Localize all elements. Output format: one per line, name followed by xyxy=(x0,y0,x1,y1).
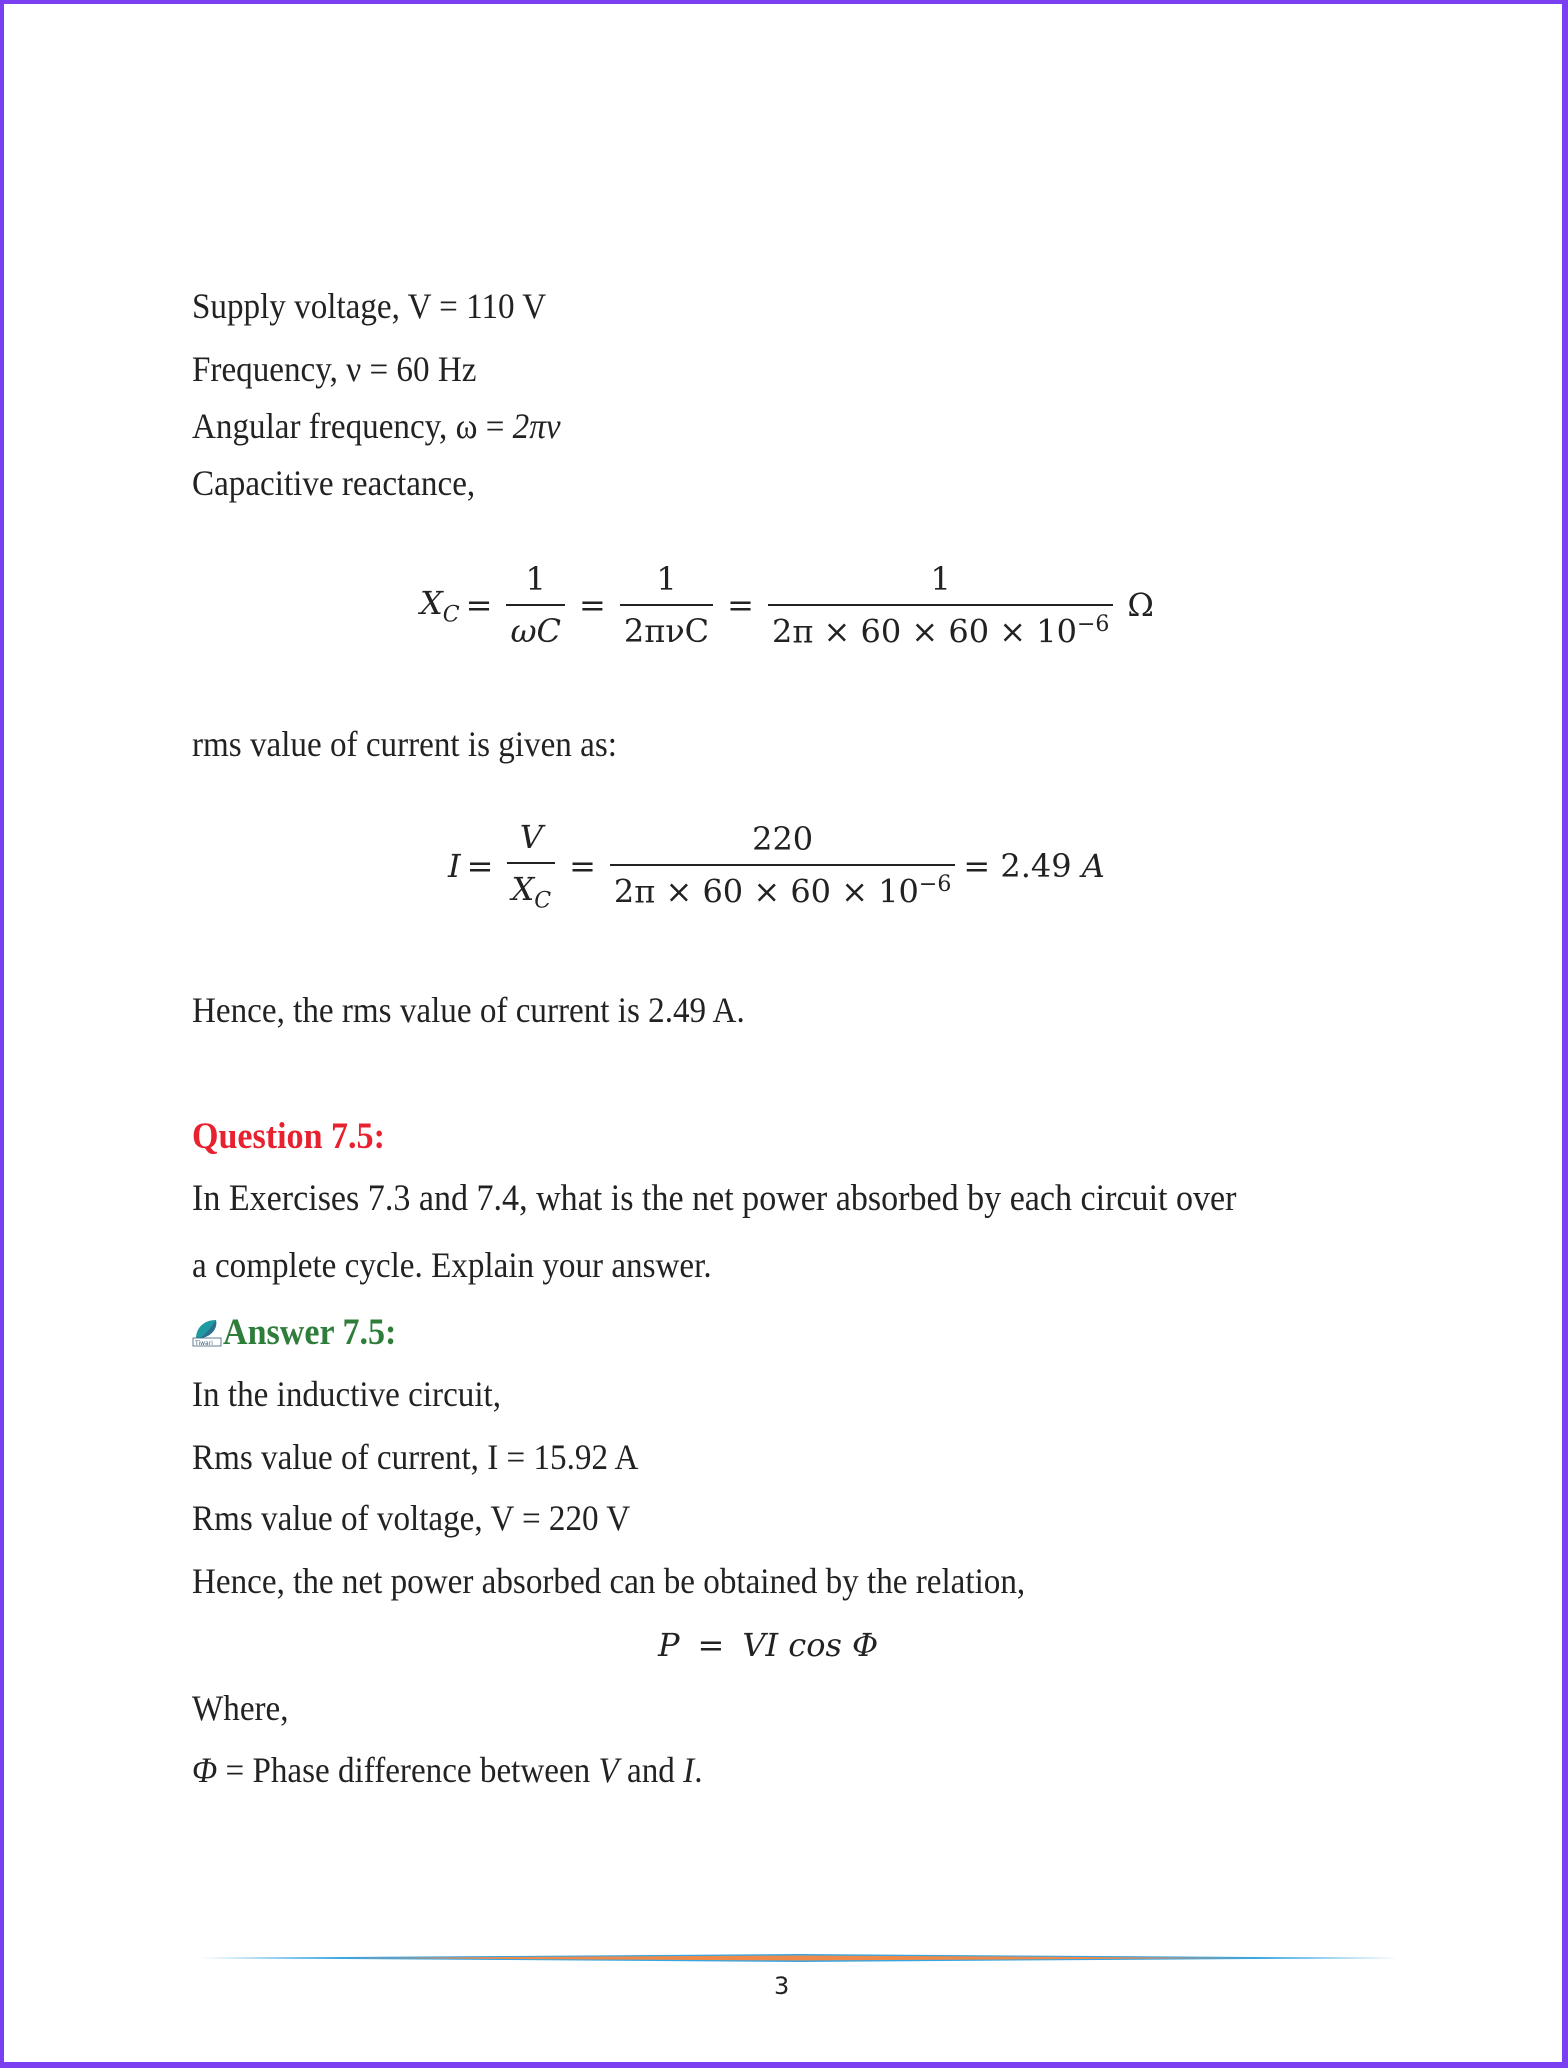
angular-frequency-label: Angular frequency, ω = xyxy=(192,406,513,446)
svg-text:Tiwari: Tiwari xyxy=(195,1340,213,1347)
ohm-unit: Ω xyxy=(1127,586,1154,625)
current-result: = 2.49 A xyxy=(963,846,1105,885)
supply-voltage-line: Supply voltage, V = 110 V xyxy=(192,286,547,326)
fraction-numeric-current: $\frac{220}{2\pi \times 60 \times 60 \times 10^{-6}}$ xyxy=(610,820,955,911)
answer-line-2: Rms value of current, I = 15.92 A xyxy=(192,1437,639,1477)
page-number: 3 xyxy=(774,1972,790,2000)
capacitive-reactance-label: Capacitive reactance, xyxy=(192,463,476,503)
phi-definition-line: Φ = Phase difference between V and I. xyxy=(192,1750,703,1790)
answer-line-1: In the inductive circuit, xyxy=(192,1374,502,1414)
i-lhs: I xyxy=(448,846,461,885)
xc-lhs: $X_C$ xyxy=(420,583,460,628)
footer-divider xyxy=(200,1953,1400,1963)
rms-conclusion-line: Hence, the rms value of current is 2.49 A. xyxy=(192,990,745,1030)
equals-sign: = xyxy=(465,586,493,625)
tiwari-logo-icon xyxy=(192,1316,222,1348)
question-line-2: a complete cycle. Explain your answer. xyxy=(192,1245,712,1285)
question-line-1: In Exercises 7.3 and 7.4, what is the net power absorbed by each circuit over xyxy=(192,1178,1237,1219)
where-label: Where, xyxy=(192,1688,289,1728)
angular-frequency-line xyxy=(192,408,561,444)
answer-line-3: Rms value of voltage, V = 220 V xyxy=(192,1498,631,1538)
answer-title: Answer 7.5: xyxy=(223,1312,397,1353)
fraction-v-over-xc: $\frac{V}{X_C}$ xyxy=(507,818,555,913)
question-title: Question 7.5: xyxy=(192,1116,385,1157)
rms-intro-line: rms value of current is given as: xyxy=(192,724,617,764)
capacitive-reactance-equation: $X_C$ = $\frac{1}{\omega C}$ = $\frac{1}{\text{2πνC}}$ = $\frac{1}{2\pi \times 60 \times 60 \times 10^{-6}}$ Ω xyxy=(420,560,1154,651)
frequency-line: Frequency, ν = 60 Hz xyxy=(192,349,477,389)
angular-frequency-expr: 2πν xyxy=(512,406,561,446)
fraction-numeric-xc: $\frac{1}{2\pi \times 60 \times 60 \times 10^{-6}}$ xyxy=(768,560,1113,651)
answer-line-4: Hence, the net power absorbed can be obtained by the relation, xyxy=(192,1561,1026,1601)
power-rhs: VI cos Φ xyxy=(742,1626,879,1664)
power-lhs: P xyxy=(658,1626,680,1664)
fraction-1-over-omega-c: $\frac{1}{\omega C}$ xyxy=(506,560,565,650)
rms-current-equation: I = $\frac{V}{X_C}$ = $\frac{220}{2\pi \times 60 \times 60 \times 10^{-6}}$ = 2.49 A xyxy=(448,818,1105,914)
fraction-1-over-2pi-nu-c: $\frac{1}{\text{2πνC}}$ xyxy=(620,560,713,650)
power-equation: P = VI cos Φ xyxy=(658,1626,879,1664)
